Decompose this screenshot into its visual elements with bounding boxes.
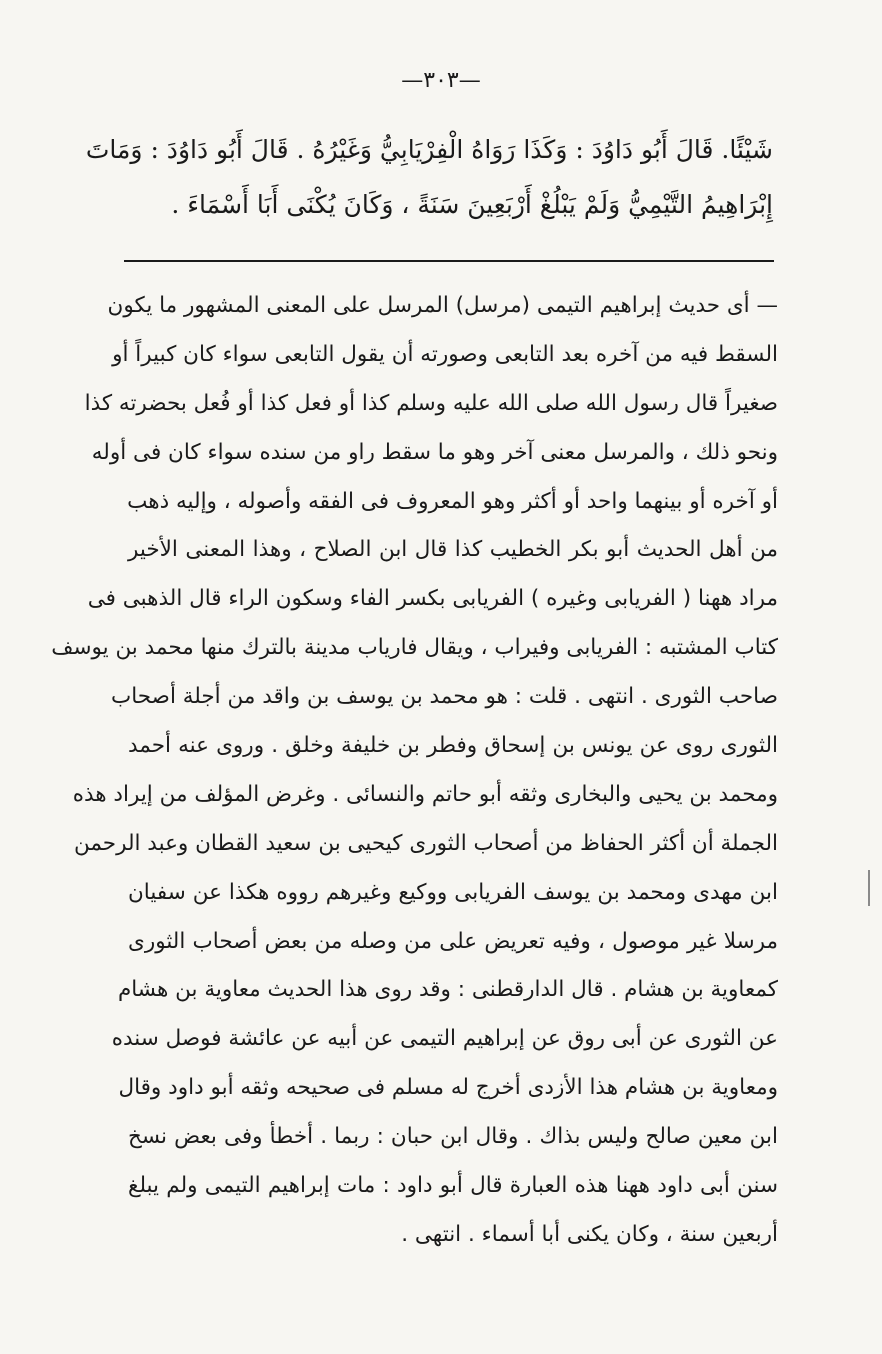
commentary-line: مرسلا غير موصول ، وفيه تعريض على من وصله من بعض أصحاب الثورى — [128, 928, 778, 954]
main-text-line: شَيْئًا. قَالَ أَبُو دَاوُدَ : وَكَذَا رَوَاهُ الْفِرْيَابِيُّ وَغَيْرُهُ . قَالَ أَبُو دَاوُدَ : وَمَاتَ — [85, 135, 773, 164]
commentary-line: صاحب الثورى . انتهى . قلت : هو محمد بن يوسف بن واقد من أجلة أصحاب — [111, 684, 778, 710]
commentary-line: ابن معين صالح وليس بذاك . وقال ابن حبان : ربما . أخطأ وفى بعض نسخ — [128, 1124, 778, 1150]
commentary-line: سنن أبى داود ههنا هذه العبارة قال أبو داود : مات إبراهيم التيمى ولم يبلغ — [128, 1173, 778, 1199]
main-text — [85, 122, 773, 232]
commentary-line: ومعاوية بن هشام هذا الأزدى أخرج له مسلم فى صحيحه وثقه أبو داود وقال — [118, 1075, 778, 1101]
page-edge-mark — [868, 870, 870, 906]
commentary-line: صغيراً قال رسول الله صلى الله عليه وسلم كذا أو فعل كذا أو فُعل بحضرته كذا — [84, 390, 778, 416]
commentary-text — [51, 282, 778, 1260]
commentary-line: كمعاوية بن هشام . قال الدارقطنى : وقد روى هذا الحديث معاوية بن هشام — [117, 977, 778, 1003]
divider-line — [124, 260, 774, 262]
commentary-line: الجملة أن أكثر الحفاظ من أصحاب الثورى كيحيى بن سعيد القطان وعبد الرحمن — [74, 830, 778, 856]
commentary-line: ابن مهدى ومحمد بن يوسف الفريابى ووكيع وغيرهم رووه هكذا عن سفيان — [128, 879, 778, 905]
commentary-line: أو آخره أو بينهما واحد أو أكثر وهو المعروف فى الفقه وأصوله ، وإليه ذهب — [127, 488, 778, 514]
commentary-line: ونحو ذلك ، والمرسل معنى آخر وهو ما سقط راو من سنده سواء كان فى أوله — [91, 439, 778, 465]
page-number: —٣٠٣— — [401, 68, 481, 93]
commentary-line: السقط فيه من آخره بعد التابعى وصورته أن يقول التابعى سواء كان كبيراً أو — [112, 341, 778, 367]
commentary-line: كتاب المشتبه : الفريابى وفيراب ، ويقال فارياب مدينة بالترك منها محمد بن يوسف — [51, 635, 778, 661]
commentary-line: — أى حديث إبراهيم التيمى (مرسل) المرسل على المعنى المشهور ما يكون — [107, 293, 778, 318]
commentary-line: مراد ههنا ( الفريابى وغيره ) الفريابى بكسر الفاء وسكون الراء قال الذهبى فى — [87, 586, 778, 612]
main-text-line: إِبْرَاهِيمُ التَّيْمِيُّ وَلَمْ يَبْلُغْ أَرْبَعِينَ سَنَةً ، وَكَانَ يُكْنَى أَبَا أَسْمَاءَ . — [171, 190, 773, 219]
commentary-line: ومحمد بن يحيى والبخارى وثقه أبو حاتم والنسائى . وغرض المؤلف من إيراد هذه — [72, 781, 778, 807]
commentary-line: من أهل الحديث أبو بكر الخطيب كذا قال ابن الصلاح ، وهذا المعنى الأخير — [128, 537, 778, 563]
commentary-line: عن الثورى عن أبى روق عن إبراهيم التيمى عن أبيه عن عائشة فوصل سنده — [111, 1026, 778, 1052]
commentary-line: أربعين سنة ، وكان يكنى أبا أسماء . انتهى . — [401, 1221, 778, 1247]
commentary-line: الثورى روى عن يونس بن إسحاق وفطر بن خليفة وخلق . وروى عنه أحمد — [128, 733, 778, 759]
